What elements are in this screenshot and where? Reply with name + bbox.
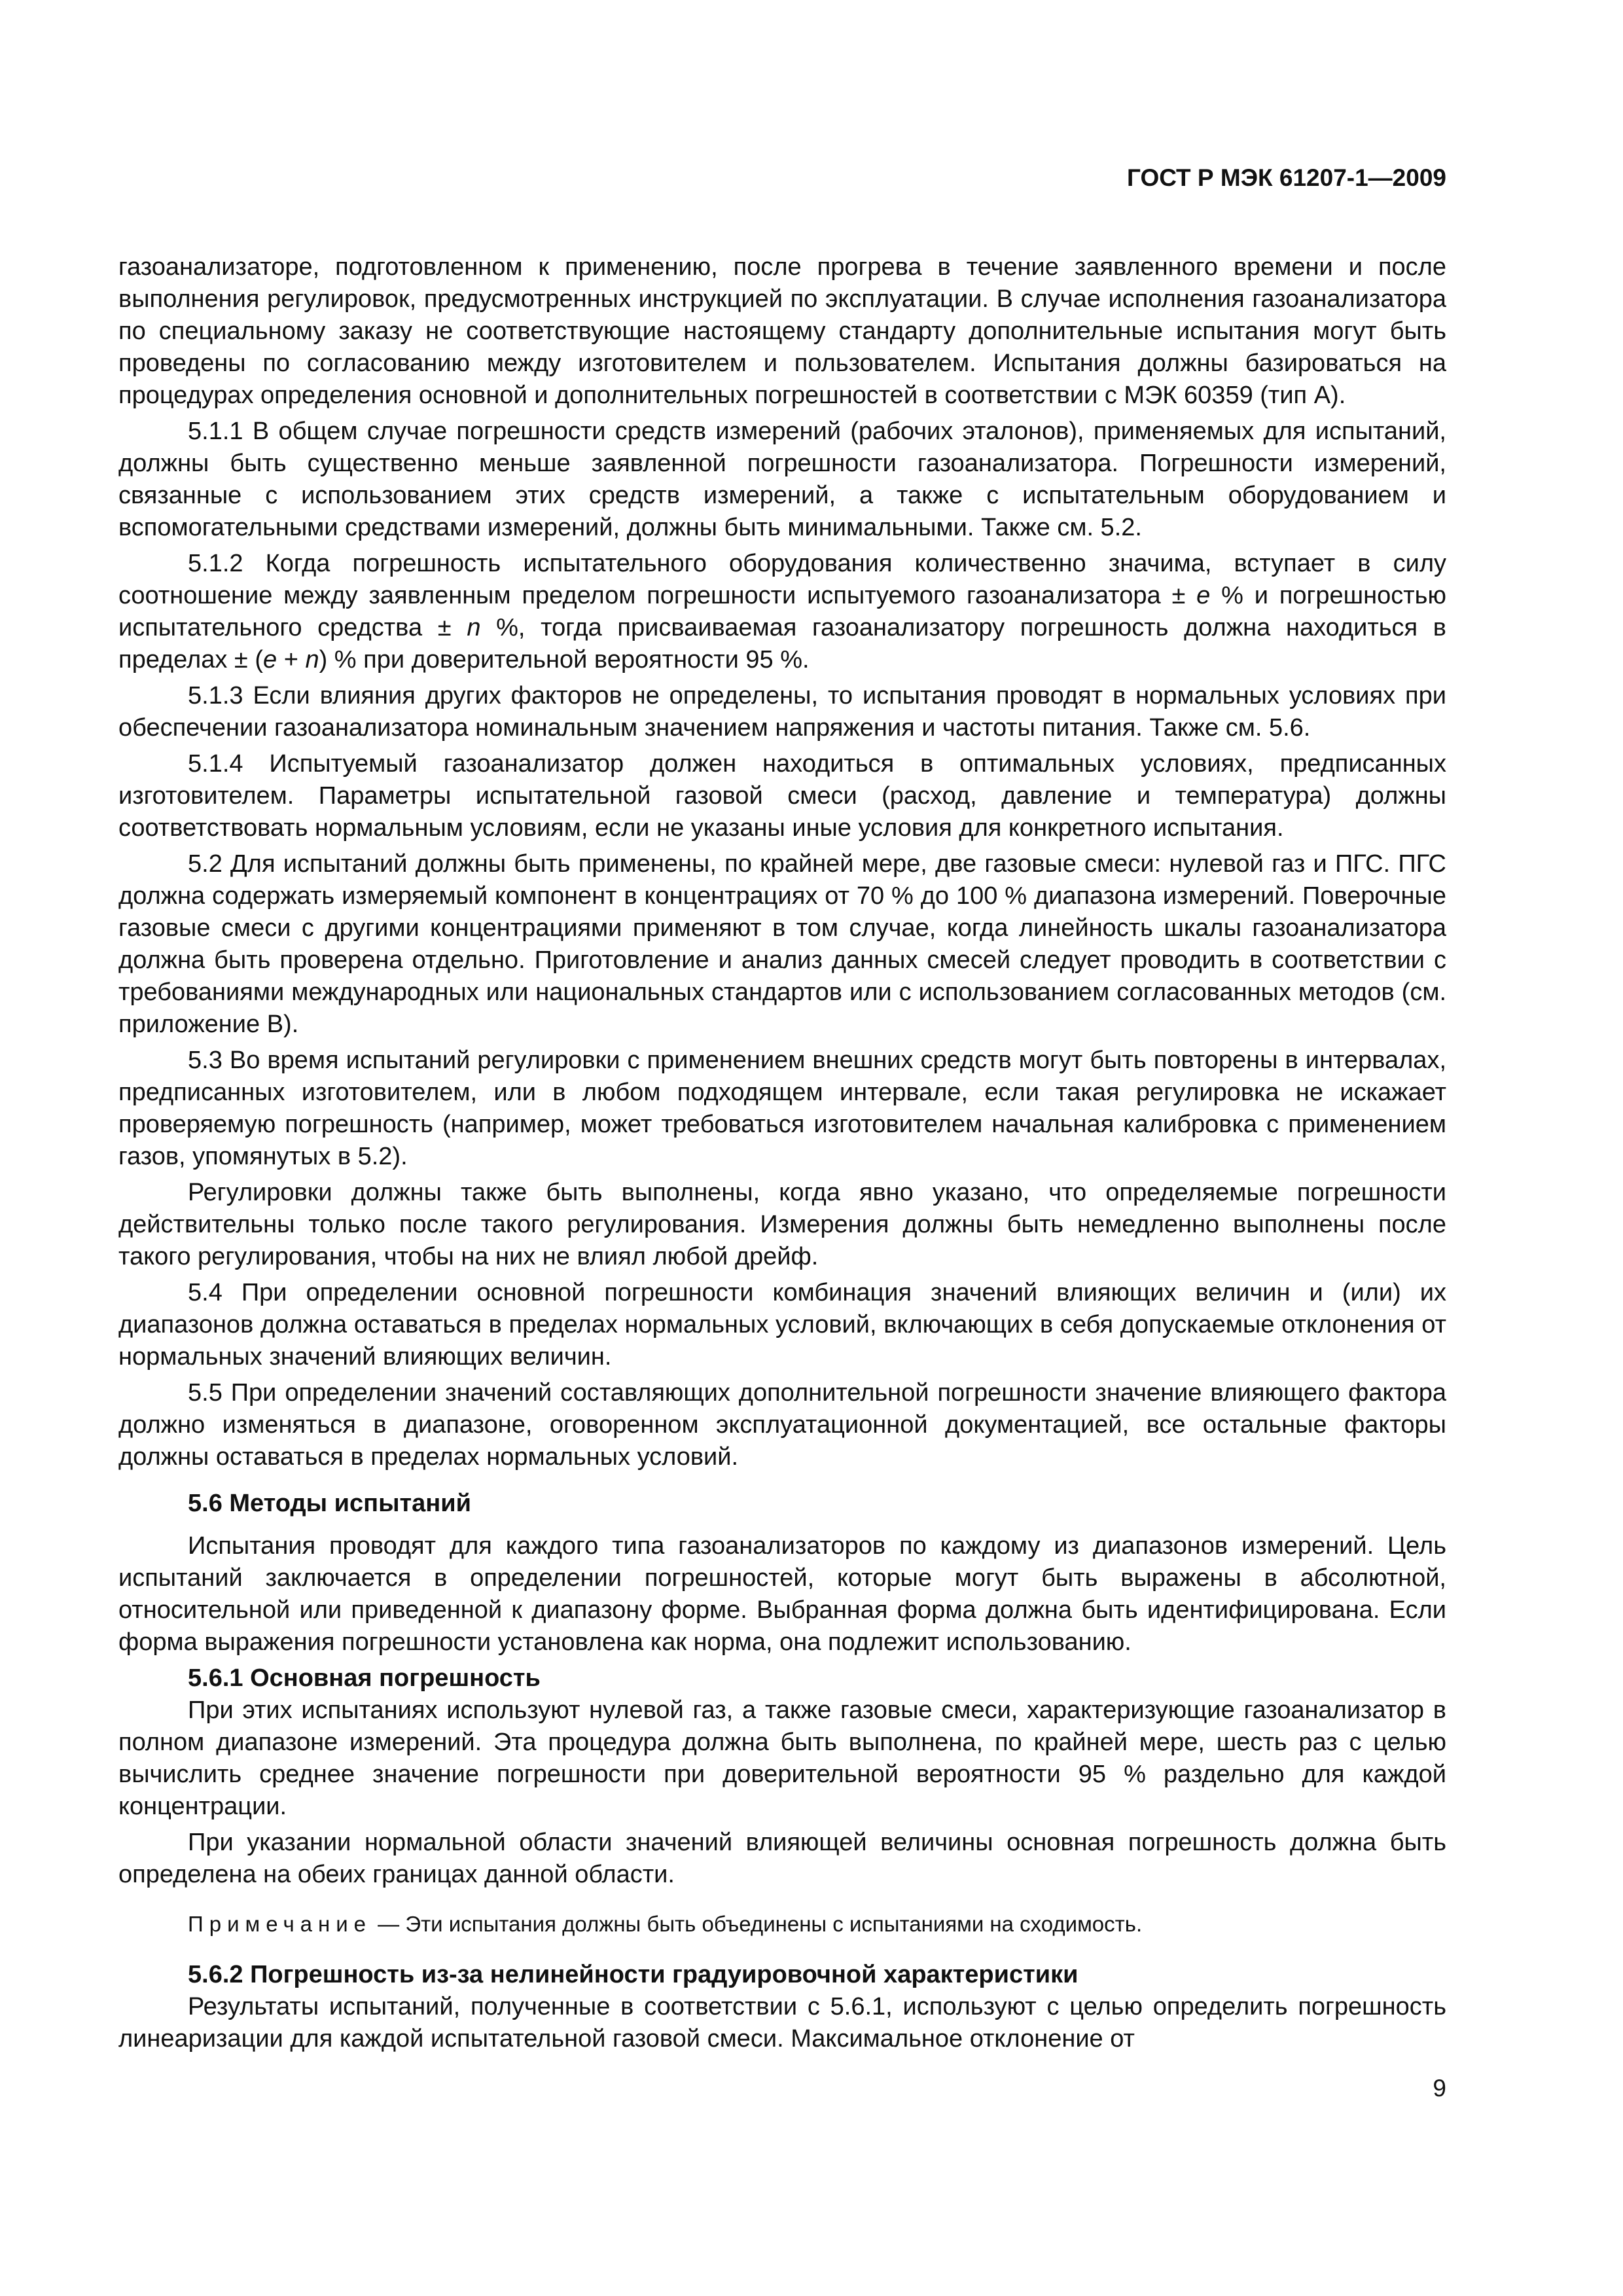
paragraph-5-1-4: 5.1.4 Испытуемый газоанализатор должен находиться в оптимальных условиях, предписанных изготовителем. Параметры испытательной газовой смеси (расход, давление и температура) должны соответствовать нормальным условиям, если не указаны иные условия для конкретного испытания. bbox=[118, 750, 1446, 842]
paragraph-5-6-1-b: При указании нормальной области значений влияющей величины основная погрешность должна быть определена на обеих границах данной области. bbox=[118, 1829, 1446, 1888]
symbol-e: е bbox=[1196, 582, 1211, 609]
paragraph-5-1-3: 5.1.3 Если влияния других факторов не определены, то испытания проводят в нормальных условиях при обеспечении газоанализатора номинальным значением напряжения и частоты питания. Также см. 5.6. bbox=[118, 682, 1446, 742]
text-run: %, тогда присваиваемая газоанализатору погрешность должна находиться в пределах ± ( bbox=[118, 614, 1446, 673]
paragraph-5-6: Испытания проводят для каждого типа газоанализаторов по каждому из диапазонов измерений. Цель испытаний заключается в определении погрешностей, которые могут быть выражены в абсолютной, относительной или приведенной к диапазону форме. Выбранная форма должна быть идентифицирована. Если форма выражения погрешности установлена как норма, она подлежит использованию. bbox=[118, 1532, 1446, 1656]
text-run: % и погрешностью испытательного средства ± bbox=[118, 582, 1446, 641]
section-heading-5-6: 5.6 Методы испытаний bbox=[188, 1490, 471, 1517]
paragraph-5-2: 5.2 Для испытаний должны быть применены, по крайней мере, две газовые смеси: нулевой газ и ПГС. ПГС должна содержать измеряемый компонент в концентрациях от 70 % до 100 % диапазона измерений. Поверочные газовые смеси с другими концентрациями применяют в том случае, когда линейность шкалы газоанализатора должна быть проверена отдельно. Приготовление и анализ данных смесей следует проводить в соответствии с требованиями международных или национальных стандартов или с использованием согласованных методов (см. приложение В). bbox=[118, 850, 1446, 1038]
section-heading-5-6-2: 5.6.2 Погрешность из-за нелинейности градуировочной характеристики bbox=[188, 1961, 1079, 1988]
paragraph-5-4: 5.4 При определении основной погрешности комбинация значений влияющих величин и (или) их диапазонов должна оставаться в пределах нормальных условий, включающих в себя допускаемые отклонения от нормальных значений влияющих величин. bbox=[118, 1279, 1446, 1371]
note bbox=[118, 1909, 1446, 1939]
symbol-n: n bbox=[305, 646, 319, 673]
paragraph-5-3-continued: Регулировки должны также быть выполнены, когда явно указано, что определяемые погрешности действительны только после такого регулирования. Измерения должны быть немедленно выполнены после такого регулирования, чтобы на них не влиял любой дрейф. bbox=[118, 1179, 1446, 1270]
symbol-e: е bbox=[263, 646, 277, 673]
paragraph-5-6-2: Результаты испытаний, полученные в соответствии с 5.6.1, используют с целью определить погрешность линеаризации для каждой испытательной газовой смеси. Максимальное отклонение от bbox=[118, 1993, 1446, 2053]
symbol-n: n bbox=[467, 614, 481, 641]
paragraph-5-3: 5.3 Во время испытаний регулировки с применением внешних средств могут быть повторены в интервалах, предписанных изготовителем, или в любом подходящем интервале, если такая регулировка не искажает проверяемую погрешность (например, может требоваться изготовителем начальная калибровка с применением газов, упомянутых в 5.2). bbox=[118, 1047, 1446, 1170]
paragraph-5-5: 5.5 При определении значений составляющих дополнительной погрешности значение влияющего фактора должно изменяться в диапазоне, оговоренном эксплуатационной документацией, все остальные факторы должны оставаться в пределах нормальных условий. bbox=[118, 1379, 1446, 1471]
paragraph-5-6-1-a: При этих испытаниях используют нулевой газ, а также газовые смеси, характеризующие газоанализатор в полном диапазоне измерений. Эта процедура должна быть выполнена, по крайней мере, шесть раз с целью вычислить среднее значение погрешности при доверительной вероятности 95 % раздельно для каждой концентрации. bbox=[118, 1696, 1446, 1820]
note-text: — Эти испытания должны быть объединены с испытаниями на сходимость. bbox=[372, 1912, 1143, 1936]
document-id-header: ГОСТ Р МЭК 61207-1—2009 bbox=[1126, 164, 1446, 191]
section-heading-5-6-1: 5.6.1 Основная погрешность bbox=[188, 1664, 541, 1692]
text-run: 5.1.2 Когда погрешность испытательного оборудования количественно значима, вступает в силу соотношение между заявленным пределом погрешности испытуемого газоанализатора ± bbox=[118, 550, 1446, 609]
note-label: Примечание bbox=[188, 1912, 372, 1936]
text-run: + bbox=[277, 646, 306, 673]
page-number: 9 bbox=[1433, 2075, 1446, 2102]
document-body bbox=[118, 251, 1446, 2055]
paragraph-5-1-1: 5.1.1 В общем случае погрешности средств измерений (рабочих эталонов), применяемых для испытаний, должны быть существенно меньше заявленной погрешности газоанализатора. Погрешности измерений, связанные с использованием этих средств измерений, а также с испытательным оборудованием и вспомогательными средствами измерений, должны быть минимальными. Также см. 5.2. bbox=[118, 418, 1446, 541]
paragraph-continuation: газоанализаторе, подготовленном к применению, после прогрева в течение заявленного времени и после выполнения регулировок, предусмотренных инструкцией по эксплуатации. В случае исполнения газоанализатора по специальному заказу не соответствующие настоящему стандарту дополнительные испытания могут быть проведены по согласованию между изготовителем и пользователем. Испытания должны базироваться на процедурах определения основной и дополнительных погрешностей в соответствии с МЭК 60359 (тип А). bbox=[118, 253, 1446, 409]
text-run: ) % при доверительной вероятности 95 %. bbox=[319, 646, 810, 673]
paragraph-5-1-2 bbox=[118, 548, 1446, 676]
